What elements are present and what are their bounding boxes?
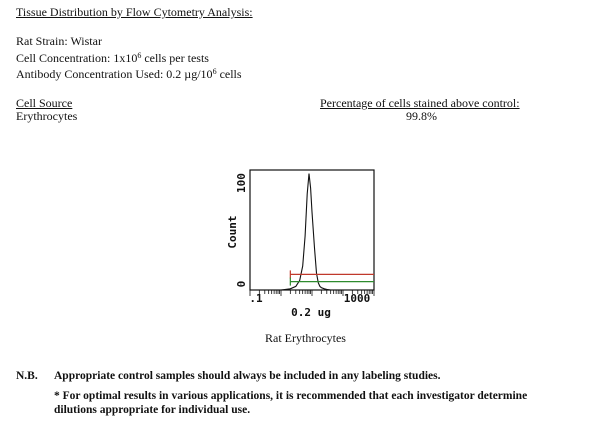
percentage-value: 99.8%: [406, 109, 437, 123]
plot-frame: [250, 170, 374, 290]
x-tick-left: .1: [249, 292, 263, 305]
y-tick-bottom: 0: [235, 280, 248, 288]
gate-markers: [290, 270, 374, 285]
percentage-header: Percentage of cells stained above control:: [320, 96, 520, 110]
antibody-concentration-prefix: Antibody Concentration Used: 0.2 µg/10: [16, 67, 213, 81]
concentration-label: 0.2 ug: [291, 306, 331, 319]
y-axis-label: Count: [226, 215, 239, 249]
y-tick-top: 100: [235, 173, 248, 193]
cell-concentration-suffix: cells per tests: [141, 51, 209, 65]
optimal-line-1: * For optimal results in various applications, it is recommended that each investigator determine: [54, 390, 528, 402]
chart-caption: Rat Erythrocytes: [265, 331, 346, 345]
page-title: Tissue Distribution by Flow Cytometry Analysis:: [16, 5, 253, 19]
optimal-line-2: dilutions appropriate for individual use.: [54, 404, 251, 416]
rat-strain: Rat Strain: Wistar: [16, 34, 102, 48]
nb-text: Appropriate control samples should always be included in any labeling studies.: [54, 370, 441, 382]
histogram-curve: [281, 174, 331, 290]
nb-label: N.B.: [16, 370, 38, 382]
x-tick-right: 1000: [343, 292, 371, 305]
antibody-concentration-suffix: cells: [216, 67, 242, 81]
cell-source-value: Erythrocytes: [16, 109, 78, 123]
antibody-concentration-exponent: 6: [212, 67, 217, 76]
cell-source-header: Cell Source: [16, 96, 73, 110]
cell-concentration-exponent: 6: [137, 51, 142, 60]
cell-concentration-prefix: Cell Concentration: 1x10: [16, 51, 138, 65]
